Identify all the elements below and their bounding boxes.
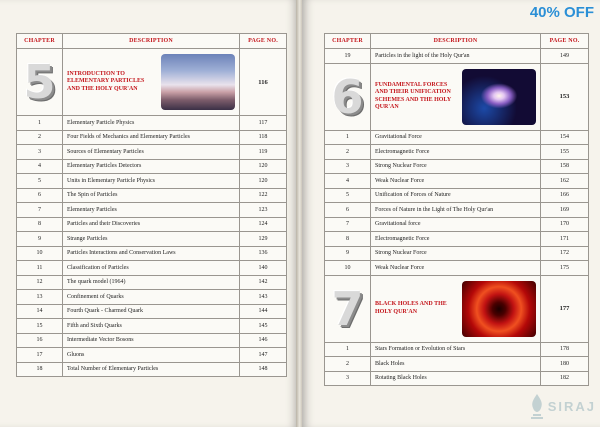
table-row [325, 159, 589, 174]
chapter-7-page: 177 [541, 275, 589, 342]
row-number: 12 [17, 275, 63, 290]
row-page-number: 149 [541, 49, 589, 64]
chapter-5-page: 116 [240, 49, 287, 116]
chapter-6-desc-cell [371, 63, 541, 130]
row-page-number: 166 [541, 188, 589, 203]
row-number: 17 [17, 348, 63, 363]
right-toc-table [324, 33, 589, 386]
chapter-5-number-cell [17, 49, 63, 116]
watermark-text: SIRAJ [547, 398, 596, 414]
row-description: Unification of Forces of Nature [371, 188, 541, 203]
chapter-6-number-cell [325, 63, 371, 130]
table-row [17, 362, 287, 377]
row-number: 1 [325, 130, 371, 145]
row-page-number: 122 [240, 188, 287, 203]
row-description: Elementary Particle Physics [63, 116, 240, 131]
table-row [17, 348, 287, 363]
table-row [17, 217, 287, 232]
row-page-number: 129 [240, 232, 287, 247]
table-header-row [325, 34, 589, 49]
row-description: Elementary Particles [63, 203, 240, 218]
left-toc-table [16, 33, 287, 377]
row-description: Fifth and Sixth Quarks [63, 319, 240, 334]
row-number: 4 [325, 174, 371, 189]
row-page-number: 175 [541, 261, 589, 276]
row-number: 5 [325, 188, 371, 203]
row-page-number: 124 [240, 217, 287, 232]
row-number: 19 [325, 49, 371, 64]
table-row [325, 232, 589, 247]
page-no-header: PAGE NO. [240, 34, 287, 49]
table-row [17, 174, 287, 189]
row-page-number: 143 [240, 290, 287, 305]
row-description: Sources of Elementary Particles [63, 145, 240, 160]
table-row [325, 145, 589, 160]
row-number: 3 [325, 159, 371, 174]
row-description: Black Holes [371, 357, 541, 372]
row-number: 9 [17, 232, 63, 247]
row-number: 5 [17, 174, 63, 189]
row-number: 1 [325, 342, 371, 357]
row-description: The quark model (1964) [63, 275, 240, 290]
row-page-number: 182 [541, 371, 589, 386]
row-page-number: 170 [541, 217, 589, 232]
chapter-7-title: BLACK HOLES AND THE HOLY QUR'AN [375, 301, 447, 315]
table-header-row [17, 34, 287, 49]
row-number: 10 [17, 246, 63, 261]
row-page-number: 148 [240, 362, 287, 377]
table-row [17, 203, 287, 218]
row-number: 3 [17, 145, 63, 160]
row-description: Rotating Black Holes [371, 371, 541, 386]
row-number: 7 [17, 203, 63, 218]
row-page-number: 123 [240, 203, 287, 218]
row-page-number: 162 [541, 174, 589, 189]
chapter-7-row [325, 275, 589, 342]
row-description: Gluons [63, 348, 240, 363]
table-row [325, 246, 589, 261]
row-description: Particles in the light of the Holy Qur'an [371, 49, 541, 64]
row-description: Strong Nuclear Force [371, 246, 541, 261]
row-description: Weak Nuclear Force [371, 174, 541, 189]
row-page-number: 140 [240, 261, 287, 276]
row-description: Stars Formation or Evolution of Stars [371, 342, 541, 357]
row-number: 10 [325, 261, 371, 276]
chapter-header: CHAPTER [325, 34, 371, 49]
chapter-6-row [325, 63, 589, 130]
row-page-number: 178 [541, 342, 589, 357]
chapter-5-row [17, 49, 287, 116]
row-description: Intermediate Vector Bosons [63, 333, 240, 348]
siraj-watermark [528, 393, 596, 419]
row-description: Gravitational force [371, 217, 541, 232]
row-description: Strange Particles [63, 232, 240, 247]
row-page-number: 158 [541, 159, 589, 174]
row-description: Particles Interactions and Conservation Laws [63, 246, 240, 261]
row-description: Elementary Particles Detectors [63, 159, 240, 174]
table-row [325, 342, 589, 357]
table-row [325, 217, 589, 232]
row-number: 15 [17, 319, 63, 334]
chapter-6-number: 6 [331, 69, 364, 124]
table-row [17, 188, 287, 203]
row-page-number: 155 [541, 145, 589, 160]
spiral-galaxy-image [462, 69, 536, 125]
table-row [17, 304, 287, 319]
table-row [17, 130, 287, 145]
chapter-header: CHAPTER [17, 34, 63, 49]
row-description: Electromagnetic Force [371, 232, 541, 247]
chapter-7-number-cell [325, 275, 371, 342]
right-page [302, 0, 600, 427]
row-number: 2 [325, 145, 371, 160]
row-page-number: 171 [541, 232, 589, 247]
row-description: Total Number of Elementary Particles [63, 362, 240, 377]
row-number: 4 [17, 159, 63, 174]
table-row [17, 275, 287, 290]
description-header: DESCRIPTION [63, 34, 240, 49]
row-number: 8 [325, 232, 371, 247]
row-number: 6 [325, 203, 371, 218]
row-number: 1 [17, 116, 63, 131]
left-page [0, 0, 298, 427]
table-row [325, 261, 589, 276]
row-page-number: 172 [541, 246, 589, 261]
table-row [17, 319, 287, 334]
sky-landscape-image [161, 54, 235, 110]
row-description: Units in Elementary Particle Physics [63, 174, 240, 189]
table-row [325, 357, 589, 372]
table-row [325, 371, 589, 386]
row-number: 8 [17, 217, 63, 232]
table-row [325, 174, 589, 189]
row-page-number: 180 [541, 357, 589, 372]
row-number: 13 [17, 290, 63, 305]
chapter-7-number: 7 [331, 281, 364, 336]
row-description: Forces of Nature in the Light of The Holy Qur'an [371, 203, 541, 218]
page-no-header: PAGE NO. [541, 34, 589, 49]
table-row [17, 116, 287, 131]
chapter-7-desc-cell [371, 275, 541, 342]
chapter-6-title: FUNDAMENTAL FORCES AND THEIR UNIFICATION SCHEMES AND THE HOLY QUR'AN [375, 81, 451, 110]
row-number: 2 [325, 357, 371, 372]
table-row [17, 145, 287, 160]
row-page-number: 146 [240, 333, 287, 348]
row-description: Strong Nuclear Force [371, 159, 541, 174]
row-description: Weak Nuclear Force [371, 261, 541, 276]
table-row [325, 130, 589, 145]
row-number: 2 [17, 130, 63, 145]
table-row [325, 188, 589, 203]
row-page-number: 145 [240, 319, 287, 334]
row-number: 9 [325, 246, 371, 261]
flame-logo-icon [528, 393, 546, 419]
row-page-number: 118 [240, 130, 287, 145]
row-page-number: 136 [240, 246, 287, 261]
black-hole-image [462, 281, 536, 337]
row-description: Electromagnetic Force [371, 145, 541, 160]
row-description: Four Fields of Mechanics and Elementary Particles [63, 130, 240, 145]
table-row [17, 290, 287, 305]
row-page-number: 142 [240, 275, 287, 290]
row-number: 16 [17, 333, 63, 348]
chapter-5-number: 5 [23, 55, 56, 109]
row-number: 18 [17, 362, 63, 377]
row-number: 7 [325, 217, 371, 232]
table-row [17, 261, 287, 276]
row-page-number: 144 [240, 304, 287, 319]
chapter-6-page: 153 [541, 63, 589, 130]
row-page-number: 154 [541, 130, 589, 145]
chapter-6-rows [325, 130, 589, 275]
table-row [17, 333, 287, 348]
table-row [17, 232, 287, 247]
row-description: Classification of Particles [63, 261, 240, 276]
row-description: Confinement of Quarks [63, 290, 240, 305]
description-header: DESCRIPTION [371, 34, 541, 49]
row-number: 6 [17, 188, 63, 203]
row-number: 11 [17, 261, 63, 276]
row-description: Gravitational Force [371, 130, 541, 145]
chapter-7-rows [325, 342, 589, 386]
row-number: 3 [325, 371, 371, 386]
table-row [325, 49, 589, 64]
right-top-rows [325, 49, 589, 64]
row-page-number: 117 [240, 116, 287, 131]
table-row [17, 159, 287, 174]
row-description: Fourth Quark - Charmed Quark [63, 304, 240, 319]
table-row [17, 246, 287, 261]
table-row [325, 203, 589, 218]
chapter-5-title: INTRODUCTION TO ELEMENTARY PARTICLES AND THE HOLY QUR'AN [67, 70, 145, 92]
row-description: The Spin of Particles [63, 188, 240, 203]
row-description: Particles and their Discoveries [63, 217, 240, 232]
row-page-number: 119 [240, 145, 287, 160]
chapter-5-desc-cell [63, 49, 240, 116]
row-page-number: 120 [240, 159, 287, 174]
discount-badge[interactable]: 40% OFF [529, 4, 594, 21]
row-page-number: 120 [240, 174, 287, 189]
row-page-number: 169 [541, 203, 589, 218]
row-number: 14 [17, 304, 63, 319]
row-page-number: 147 [240, 348, 287, 363]
left-rows [17, 116, 287, 377]
